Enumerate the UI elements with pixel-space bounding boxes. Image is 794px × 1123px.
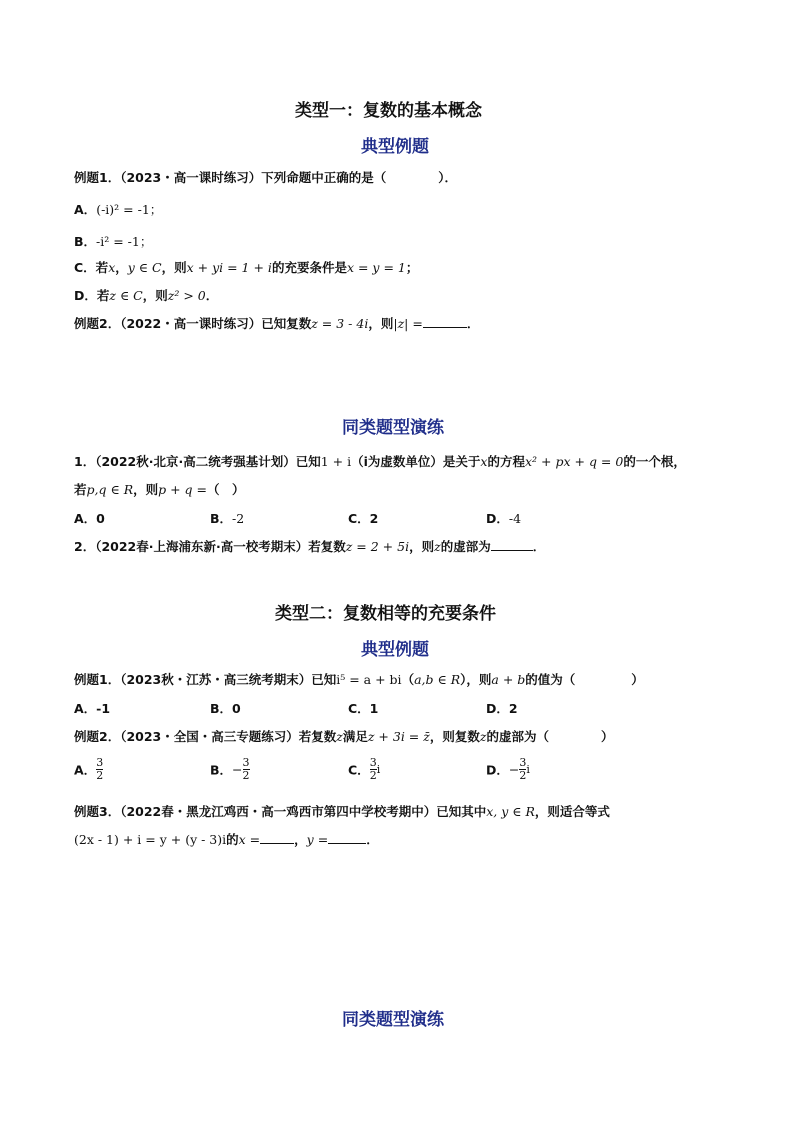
s1-example1: 例题1．（2023・高一课时练习）下列命题中正确的是（ ）． [74,170,458,185]
s2-example1: 例题1．（2023秋・江苏・高三统考期末）已知i⁵ = a + bi（a,b ∈ R），则a + b的值为（ ） [74,672,644,687]
s2-ex2-option-c: C． $\frac{3}{2}$ i [348,756,381,782]
s1-practice1-line1: 1．（2022秋·北京·高二统考强基计划）已知1 + i（i为虚数单位）是关于x的方程x² + px + q = 0的一个根， [74,454,686,469]
s2-example3-line2: (2x - 1) + i = y + (y - 3)i的x = ，y = ． [74,832,379,847]
s1-practice2: 2．（2022春·上海浦东新·高一校考期末）若复数z = 2 + 5i，则z的虚部为 ． [74,539,546,554]
s2-ex2-option-b: B．− $\frac{3}{2}$ [210,756,250,782]
s2-ex2-option-d: D．− $\frac{3}{2}$ i [486,756,530,782]
s1-p1-option-a: A．0 [74,511,105,526]
s2-example3: 例题3．（2022春・黑龙江鸡西・高一鸡西市第四中学校考期中）已知其中x, y ∈ R，则适合等式 [74,804,610,819]
s1-example2: 例题2．（2022・高一课时练习）已知复数z = 3 - 4i，则|z| = ． [74,316,480,331]
section2-practice-heading: 同类题型演练 [342,1010,444,1030]
s1-ex1-option-b: B．-i² = -1； [74,234,153,249]
section1-practice-heading: 同类题型演练 [342,418,444,438]
s1-p1-option-c: C．2 [348,511,379,526]
s2-ex1-option-c: C．1 [348,701,379,716]
answer-blank[interactable] [423,316,467,328]
s2-ex2-option-a: A． $\frac{3}{2}$ [74,756,104,782]
s1-ex1-option-c: C．若x，y ∈ C，则x + yi = 1 + i的充要条件是x = y = 1； [74,260,419,275]
answer-blank-x[interactable] [260,832,294,844]
s2-example2: 例题2．（2023・全国・高三专题练习）若复数z满足z + 3i = z̄，则复数z的虚部为（ ） [74,729,614,744]
s2-ex1-option-b: B．0 [210,701,241,716]
s1-practice1-line2: 若p,q ∈ R，则p + q =（ ） [74,482,245,497]
section1-title: 类型一：复数的基本概念 [295,101,482,121]
section2-title: 类型二：复数相等的充要条件 [275,604,496,624]
section1-example-heading: 典型例题 [361,137,429,157]
s1-p1-option-b: B．-2 [210,511,245,526]
s1-p1-option-d: D．-4 [486,511,522,526]
s1-ex1-option-d: D．若z ∈ C，则z² > 0． [74,288,219,303]
s2-ex1-option-d: D．2 [486,701,518,716]
answer-blank-y[interactable] [328,832,366,844]
section2-example-heading: 典型例题 [361,640,429,660]
answer-blank[interactable] [491,539,533,551]
s1-ex1-option-a: A．(-i)² = -1； [74,202,163,217]
s2-ex1-option-a: A．-1 [74,701,111,716]
